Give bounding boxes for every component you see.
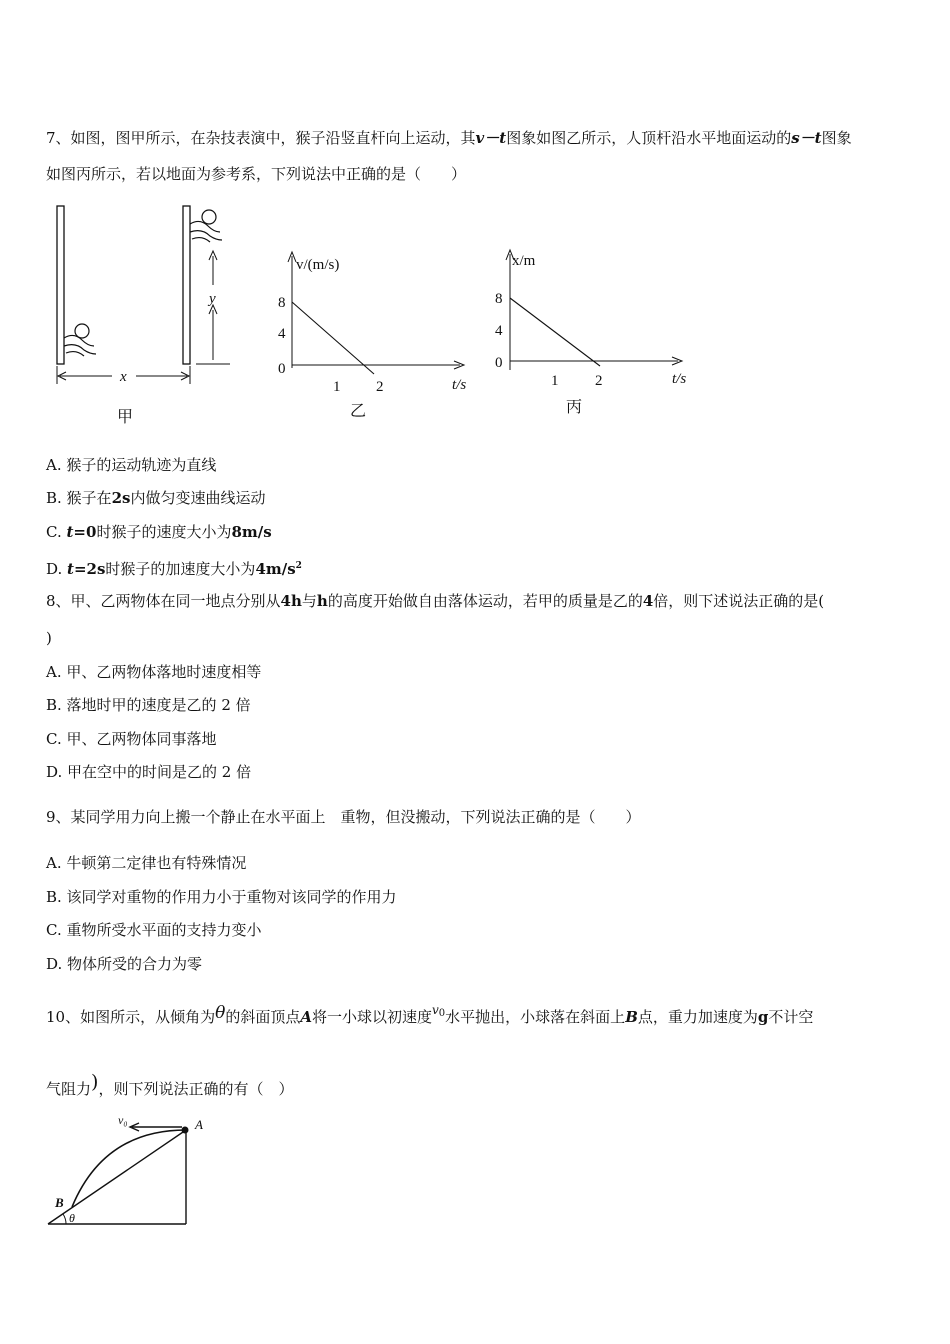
q7-option-a[interactable]: A. 猴子的运动轨迹为直线: [46, 456, 217, 474]
q10-stem-line1: 10、如图所示，从倾角为θ的斜面顶点A将一小球以初速度$^{v0}$水平抛出，小球落在斜面上B点，重力加速度为g不计空: [46, 1003, 814, 1026]
q8-stem-line1: 8、甲、乙两物体在同一地点分别从4h与h的高度开始做自由落体运动，若甲的质量是乙的4倍，则下述说法正确的是(: [46, 592, 825, 610]
yi-x-axis-label: t/s: [452, 377, 467, 393]
bing-x-tick-1: 1: [551, 373, 559, 389]
yi-y-tick-8: 8: [278, 295, 286, 311]
yi-line: [292, 302, 374, 374]
q7-figure-bing: [488, 246, 698, 430]
q8-stem-line2: ): [46, 629, 52, 647]
point-a-label: A: [195, 1117, 203, 1132]
q7-option-b[interactable]: B. 猴子在2s内做匀变速曲线运动: [46, 489, 266, 507]
bing-x-tick-2: 2: [595, 373, 603, 389]
bing-y-tick-4: 4: [495, 323, 503, 339]
yi-y-tick-4: 4: [278, 326, 286, 342]
q10-figure: [44, 1112, 204, 1236]
q7-option-c[interactable]: C. t=0时猴子的速度大小为8m/s: [46, 523, 272, 541]
bing-line: [510, 298, 600, 366]
caption-jia: 甲: [117, 409, 134, 426]
ball-icon: [182, 1127, 189, 1134]
q9-option-b[interactable]: B. 该同学对重物的作用力小于重物对该同学的作用力: [46, 888, 397, 906]
bing-y-axis-label: x/m: [512, 253, 536, 269]
q9-stem: 9、某同学用力向上搬一个静止在水平面上 重物，但没搬动，下列说法正确的是（ ）: [46, 808, 641, 826]
monkey-right-icon: [190, 210, 222, 242]
v0-label: v₀: [118, 1113, 128, 1127]
q8-option-c[interactable]: C. 甲、乙两物体同事落地: [46, 730, 217, 748]
q7-figure-jia: [44, 200, 254, 434]
q8-option-d[interactable]: D. 甲在空中的时间是乙的 2 倍: [46, 763, 252, 781]
yi-x-tick-2: 2: [376, 379, 384, 395]
q9-option-a[interactable]: A. 牛顿第二定律也有特殊情况: [46, 854, 247, 872]
q8-option-a[interactable]: A. 甲、乙两物体落地时速度相等: [46, 663, 262, 681]
q9-option-d[interactable]: D. 物体所受的合力为零: [46, 955, 203, 973]
theta-label: θ: [69, 1211, 75, 1225]
q7-option-d[interactable]: D. t=2s时猴子的加速度大小为$4m/s^2$: [46, 560, 302, 578]
slope-incline: [48, 1130, 186, 1224]
caption-yi: 乙: [350, 403, 367, 420]
q7-figure-yi: [270, 248, 480, 432]
pole-left: [57, 206, 64, 364]
q10-stem-line2: 气阻力)，则下列说法正确的有（ ）: [46, 1071, 294, 1098]
monkey-left-icon: [64, 324, 96, 356]
q9-option-c[interactable]: C. 重物所受水平面的支持力变小: [46, 921, 262, 939]
yi-y-axis-label: v/(m/s): [296, 257, 340, 273]
y-label: y: [209, 291, 216, 307]
bing-y-tick-0: 0: [495, 355, 503, 371]
bing-x-axis-label: t/s: [672, 371, 687, 387]
yi-y-tick-0: 0: [278, 361, 286, 377]
point-b-label: B: [55, 1195, 64, 1210]
q7-stem-line2: 如图丙所示，若以地面为参考系，下列说法中正确的是（ ）: [46, 165, 467, 183]
caption-bing: 丙: [566, 399, 583, 416]
pole-right: [183, 206, 190, 364]
q8-option-b[interactable]: B. 落地时甲的速度是乙的 2 倍: [46, 696, 251, 714]
q7-stem-line1: 7、如图，图甲所示，在杂技表演中，猴子沿竖直杆向上运动，其v－t图象如图乙所示，人顶杆沿水平地面运动的s－t图象: [46, 129, 852, 147]
bing-y-tick-8: 8: [495, 291, 503, 307]
x-label: x: [120, 369, 127, 385]
yi-x-tick-1: 1: [333, 379, 341, 395]
